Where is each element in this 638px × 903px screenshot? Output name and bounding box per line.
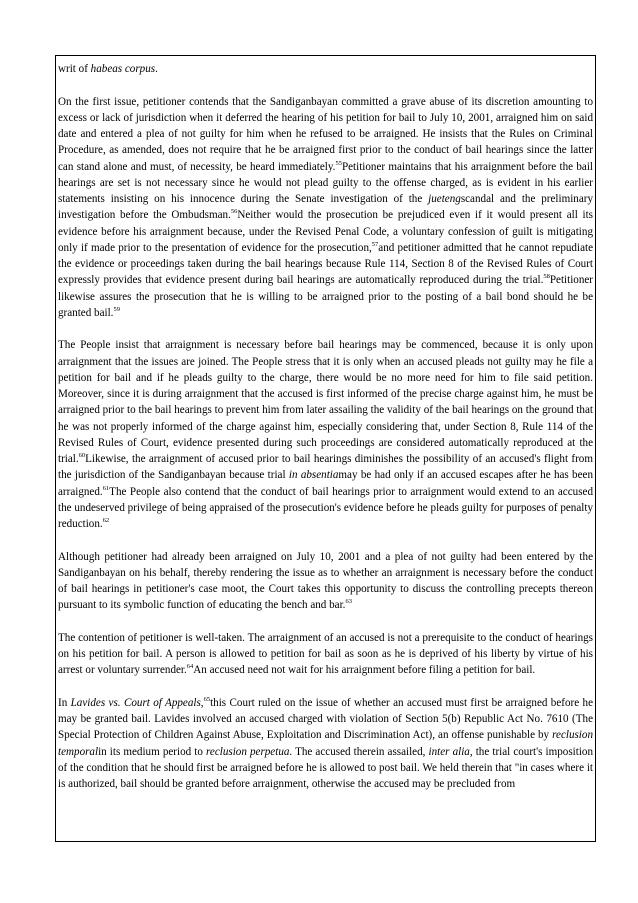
paragraph-although	[58, 549, 593, 614]
text-run: may be had only if an accused escapes after he has been arraigned.	[58, 469, 593, 498]
text-run: , the trial court's imposition of the condition that he should first be arraigned before he is allowed to post bail. We held therein that "in cases where it is authorized, bail should be granted before arraignment, otherwise the accused may be precluded from	[58, 745, 593, 790]
italic-term: reclusion perpetua	[206, 745, 290, 758]
text-run: Likewise, the arraignment of accused prior to bail hearings diminishes the possibility of an accused's flight from the jurisdiction of the Sandiganbayan because trial	[58, 453, 593, 482]
document-page	[55, 55, 596, 842]
document-body	[56, 56, 595, 792]
footnote-ref[interactable]: 60	[78, 452, 86, 459]
text-run: scandal and the preliminary investigation before the Ombudsman.	[58, 193, 593, 222]
text-run: The People insist that arraignment is necessary before bail hearings may be commenced, because it is only upon arraignment that the issues are joined. The People stress that it is only when an accused pleads not guilty may he file a petition for bail and if he pleads guilty to the charge, there would be no more need for him to file said petition. Moreover, since it is during arraignment that the accused is first informed of the precise charge against him, he must be arraigned prior to the bail hearings to prevent him from later assailing the validity of the bail hearings on the ground that he was not properly informed of the charge against him, especially considering that, under Section 8, Rule 114 of the Revised Rules of Court, evidence presented during such proceedings are considered automatically reproduced at the trial.	[58, 339, 593, 465]
text-run: Neither would the prosecution be prejudiced even if it would present all its evidence before his arraignment because, under the Revised Penal Code, a voluntary confession of guilt is mitigating only if made prior to the presentation of evidence for the prosecution,	[58, 209, 593, 254]
text-run: An accused need not wait for his arraignment before filing a petition for bail.	[193, 664, 536, 677]
text-run: Petitioner maintains that his arraignment before the bail hearings are set is not necessary since he would not plead guilty to the offense charged, as is evident in his earlier statements insisting on his innocence during the Senate investigation of the	[58, 160, 593, 205]
text-run: . The accused therein assailed,	[289, 745, 429, 758]
footnote-ref[interactable]: 64	[186, 663, 194, 671]
text-run: this Court ruled on the issue of whether an accused must first be arraigned before he may be granted bail. Lavides involved an accused charged with violation of Section 5(b) Republic Act No. 7610 (The Special Protection of Children Against Abuse, Exploitation and Discrimination Act), an offense punishable by	[58, 696, 594, 742]
text-run: The contention of petitioner is well-taken. The arraignment of an accused is not a prerequisite to the conduct of hearings on his petition for bail. A person is allowed to petition for bail as soon as he is deprived of his liberty by virtue of his arrest or voluntary surrender.	[58, 631, 593, 677]
footnote-ref[interactable]: 61	[102, 484, 110, 492]
paragraph-first-issue	[58, 94, 593, 322]
italic-term: jueteng	[428, 193, 461, 205]
text-run: The People also contend that the conduct of bail hearings prior to arraignment would extend to an accused the undeserved privilege of being appraised of the prosecution's evidence before he pleads guilty for purposes of penalty reduction.	[58, 485, 593, 530]
paragraph-writ	[58, 61, 593, 77]
text-run: On the first issue, petitioner contends that the Sandiganbayan committed a grave abuse of its discretion amounting to excess or lack of jurisdiction when it deferred the hearing of his petition for bail to July 10, 2001, arraigned him on said date and entered a plea of not guilty for him when he refused to be arraigned. He insists that the Rules on Criminal Procedure, as amended, does not require that he be arraigned first prior to the conduct of bail hearings since the latter can stand alone and must, of necessity, be heard immediately.	[58, 95, 593, 173]
text-run: In	[58, 696, 71, 709]
text-run: Although petitioner had already been arraigned on July 10, 2001 and a plea of not guilty had been entered by the Sandiganbayan on his behalf, thereby rendering the issue as to whether an arraignment is necessary before the conduct of bail hearings in petitioner's case moot, the Court takes this opportunity to discuss the controlling precepts thereon pursuant to its symbolic function of educating the bench and bar.	[58, 550, 593, 612]
footnote-ref[interactable]: 63	[345, 598, 352, 606]
footnote-ref[interactable]: 62	[102, 517, 110, 524]
paragraph-lavides	[58, 695, 593, 793]
italic-case-name: Lavides vs. Court of Appeals	[70, 696, 201, 709]
text-run: in its medium period to	[98, 745, 206, 758]
italic-term: reclusion temporal	[58, 729, 593, 758]
italic-term: in absentia	[288, 469, 339, 482]
paragraph-people-insist	[58, 337, 593, 532]
text-run: writ of	[58, 63, 91, 75]
italic-term: habeas corpus	[90, 63, 156, 75]
footnote-ref[interactable]: 65	[203, 695, 211, 703]
text-run: ,	[200, 696, 204, 709]
footnote-ref[interactable]: 58	[543, 273, 550, 281]
footnote-ref[interactable]: 59	[113, 305, 120, 313]
text-run: Petitioner likewise assures the prosecution that he is willing to be arraigned prior to the posting of a bail bond should he be granted bail.	[58, 274, 593, 319]
text-run: .	[155, 63, 158, 75]
italic-term: inter alia	[428, 745, 470, 758]
footnote-ref[interactable]: 56	[230, 208, 238, 216]
footnote-ref[interactable]: 55	[335, 159, 342, 167]
footnote-ref[interactable]: 57	[371, 240, 379, 248]
paragraph-contention	[58, 630, 593, 679]
text-run: and petitioner admitted that he cannot repudiate the evidence or proceedings taken during the bail hearings because Rule 114, Section 8 of the Revised Rules of Court expressly provides that evidence present during bail hearings are automatically reproduced during the trial.	[58, 241, 593, 287]
